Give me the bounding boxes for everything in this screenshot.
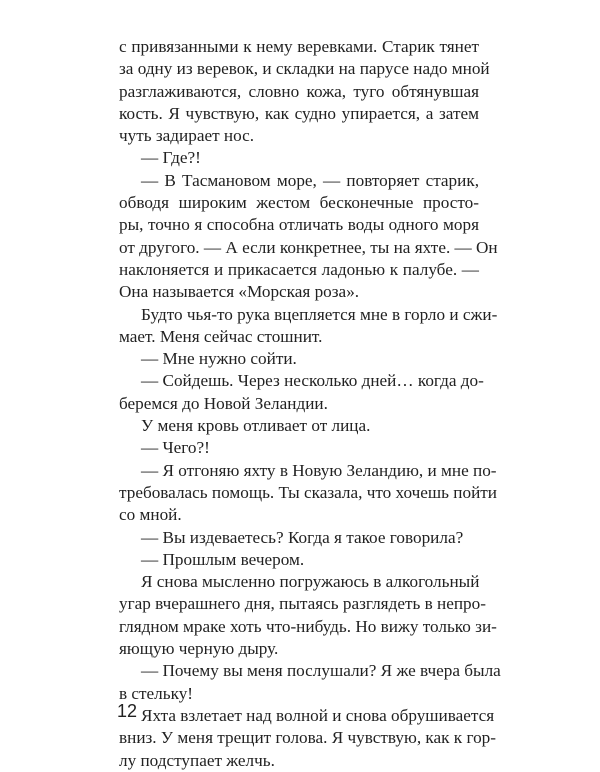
text-line: требовалась помощь. Ты сказала, что хочешь пойти [119, 482, 497, 502]
text-line: — Сойдешь. Через несколько дней… когда до- [141, 371, 484, 391]
text-line: вниз. У меня трещит голова. Я чувствую, как к гор- [119, 728, 496, 748]
text-line: — Вы издеваетесь? Когда я такое говорила? [141, 527, 464, 547]
text-line: за одну из веревок, и складки на парусе надо мной [119, 59, 490, 79]
text-line: яющую черную дыру. [119, 639, 279, 659]
text-line: У меня кровь отливает от лица. [141, 416, 371, 436]
text-line: Будто чья-то рука вцепляется мне в горло и сжи- [141, 304, 498, 324]
text-line: — Чего?! [141, 438, 210, 458]
text-line: с привязанными к нему веревками. Старик тянет [119, 37, 479, 56]
text-line: Яхта взлетает над волной и снова обрушивается [141, 705, 495, 725]
text-line: — Почему вы меня послушали? Я же вчера была [141, 661, 501, 681]
text-line: обводя широким жестом бесконечные просто- [119, 193, 479, 213]
text-line: ры, точно я способна отличать воды одного моря [119, 215, 479, 235]
text-line: — В Тасмановом море, — повторяет старик, [141, 170, 479, 190]
text-line: со мной. [119, 505, 182, 525]
text-line: наклоняется и прикасается ладонью к палубе. — [119, 259, 479, 279]
text-line: в стельку! [119, 683, 194, 703]
text-line: беремся до Новой Зеландии. [119, 393, 328, 413]
body-text [119, 36, 501, 772]
text-line: — Прошлым вечером. [141, 549, 305, 569]
text-line: разглаживаются, словно кожа, туго обтянувшая [119, 81, 479, 101]
text-line: от другого. — А если конкретнее, ты на яхте. — Он [119, 237, 498, 257]
text-line: — Мне нужно сойти. [141, 349, 297, 369]
text-line: кость. Я чувствую, как судно упирается, а затем [119, 103, 479, 123]
text-line: Она называется «Морская роза». [119, 282, 360, 302]
text-line: лу подступает желчь. [119, 750, 275, 770]
text-line: глядном мраке хоть что-нибудь. Но вижу только зи- [119, 616, 497, 636]
text-line: чуть задирает нос. [119, 126, 255, 146]
text-line: угар вчерашнего дня, пытаясь разглядеть в непро- [119, 594, 486, 614]
page-number: 12 [117, 701, 138, 721]
text-line: — Где?! [141, 148, 201, 168]
text-line: мает. Меня сейчас стошнит. [119, 326, 323, 346]
text-line: — Я отгоняю яхту в Новую Зеландию, и мне по- [141, 460, 497, 480]
text-line: Я снова мысленно погружаюсь в алкогольный [141, 572, 480, 592]
